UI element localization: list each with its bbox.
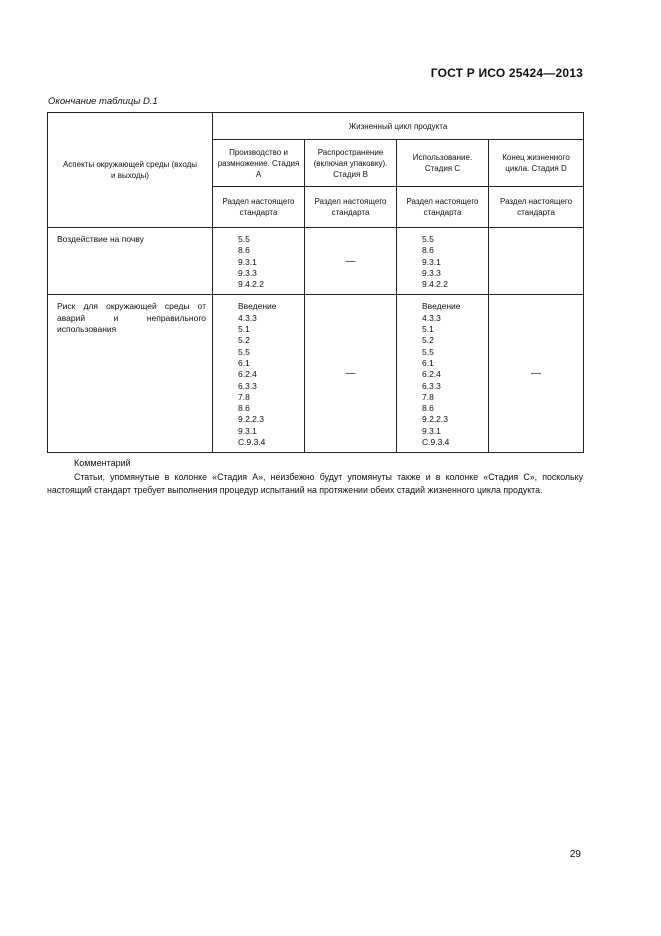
section-ref: 7.8	[238, 391, 250, 402]
section-ref: 8.6	[422, 245, 434, 256]
section-ref: 8.6	[238, 245, 250, 256]
table-row	[48, 228, 584, 295]
section-ref: 9.3.3	[422, 267, 441, 278]
section-ref: 8.6	[422, 403, 434, 414]
section-ref: 6.3.3	[238, 380, 257, 391]
section-ref: Введение	[238, 301, 277, 312]
stage-d-empty	[489, 228, 584, 295]
aspect-cell: Воздействие на почву	[48, 228, 213, 295]
section-ref: 9.3.1	[422, 425, 441, 436]
table-row	[48, 295, 584, 453]
stage-b-dash: —	[305, 228, 397, 295]
section-ref: 9.3.1	[238, 256, 257, 267]
section-ref: 9.2.2.3	[238, 414, 264, 425]
aspect-cell: Риск для окружающей среды от аварий и неправильного использования	[48, 295, 213, 453]
document-header: ГОСТ Р ИСО 25424—2013	[430, 66, 583, 80]
comment-body: Статьи, упомянутые в колонке «Стадия А», неизбежно будут упомянуты также и в колонке «Стадия С», поскольку настоящий стандарт требует выполнения процедур испытаний на протяжении обеих стадий жизненного цикла продукта.	[47, 472, 583, 495]
section-ref: 5.2	[238, 335, 250, 346]
section-ref: 9.4.2.2	[238, 279, 264, 290]
section-ref: 8.6	[238, 403, 250, 414]
section-ref: 5.5	[422, 346, 434, 357]
section-label-a: Раздел настоящего стандарта	[213, 187, 305, 228]
stage-c-sections	[397, 228, 489, 295]
comment-title: Комментарий	[74, 458, 131, 468]
aspect-header: Аспекты окружающей среды (входы и выходы)	[48, 113, 213, 228]
section-label-d: Раздел настоящего стандарта	[489, 187, 584, 228]
section-ref: 5.1	[422, 324, 434, 335]
section-ref: 6.3.3	[422, 380, 441, 391]
section-ref: 4.3.3	[422, 312, 441, 323]
section-ref: 4.3.3	[238, 312, 257, 323]
stage-d-header: Конец жизненного цикла. Стадия D	[489, 140, 584, 187]
section-ref: Введение	[422, 301, 461, 312]
section-ref: 5.1	[238, 324, 250, 335]
section-ref: 9.3.3	[238, 267, 257, 278]
section-ref: С.9.3.4	[238, 437, 266, 448]
stage-b-header: Распространение (включая упаковку). Стадия В	[305, 140, 397, 187]
stage-a-sections	[213, 295, 305, 453]
stage-c-header: Использование. Стадия С	[397, 140, 489, 187]
lifecycle-header: Жизненный цикл продукта	[213, 113, 584, 140]
section-ref: 6.2.4	[238, 369, 257, 380]
stage-b-dash: —	[305, 295, 397, 453]
section-ref: 9.3.1	[238, 425, 257, 436]
section-ref: 5.5	[238, 346, 250, 357]
stage-a-sections	[213, 228, 305, 295]
section-ref: С.9.3.4	[422, 437, 450, 448]
section-label-c: Раздел настоящего стандарта	[397, 187, 489, 228]
section-ref: 5.2	[422, 335, 434, 346]
section-label-b: Раздел настоящего стандарта	[305, 187, 397, 228]
section-ref: 6.2.4	[422, 369, 441, 380]
section-ref: 7.8	[422, 391, 434, 402]
section-ref: 5.5	[422, 234, 434, 244]
stage-a-header: Производство и размножение. Стадия А	[213, 140, 305, 187]
section-ref: 6.1	[422, 357, 434, 368]
section-ref: 9.3.1	[422, 256, 441, 267]
page-number: 29	[569, 849, 581, 860]
section-ref: 5.5	[238, 234, 250, 244]
section-ref: 9.2.2.3	[422, 414, 448, 425]
section-ref: 9.4.2.2	[422, 279, 448, 290]
table-caption: Окончание таблицы D.1	[48, 96, 158, 107]
stage-d-dash: —	[489, 295, 584, 453]
section-ref: 6.1	[238, 357, 250, 368]
environment-aspects-table	[47, 112, 584, 453]
stage-c-sections	[397, 295, 489, 453]
